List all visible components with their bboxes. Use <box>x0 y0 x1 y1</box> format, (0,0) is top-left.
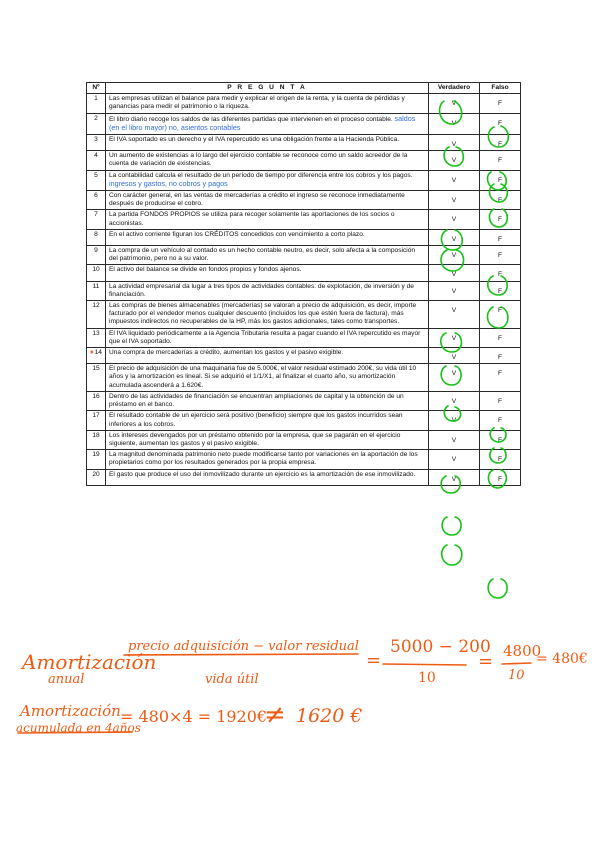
row-number: 2 <box>87 113 106 134</box>
false-option: F <box>480 191 521 210</box>
question-body: Un aumento de existencias a lo largo del ejercicio contable se reconoce como un saldo acreedor de la cuenta de variación de existencias. <box>109 152 408 168</box>
false-option: F <box>480 246 521 265</box>
row-number: 8 <box>87 229 106 245</box>
true-option: V <box>429 348 480 364</box>
header-question: P R E G U N T A <box>106 83 429 94</box>
row-number-text: 14 <box>94 349 102 357</box>
typed-correction-note: saldos (en el libro mayor) no, asientos contables <box>109 113 416 132</box>
row-number: 7 <box>87 210 106 229</box>
false-option: F <box>480 469 521 485</box>
true-option: V <box>429 265 480 281</box>
row-number: 13 <box>87 328 106 347</box>
row-number: 18 <box>87 430 106 449</box>
hw-acumulada: acumulada en 4años <box>16 721 141 735</box>
true-option: V <box>429 301 480 329</box>
true-option: V <box>429 191 480 210</box>
row-number: 12 <box>87 301 106 329</box>
row-number: 6 <box>87 191 106 210</box>
row-number: 20 <box>87 469 106 485</box>
hw-anual: anual <box>48 672 85 687</box>
true-option: V <box>429 391 480 410</box>
row-number: 10 <box>87 265 106 281</box>
true-option: V <box>429 210 480 229</box>
false-option: F <box>480 135 521 151</box>
true-option: V <box>429 430 480 449</box>
false-option: F <box>480 328 521 347</box>
question-body: La compra de un vehículo al contado es un hecho contable neutro, es decir, solo afecta a la composición del patrimonio, pero no a su valor. <box>109 247 416 263</box>
false-option: F <box>480 151 521 170</box>
false-option: F <box>480 281 521 300</box>
false-option: F <box>480 391 521 410</box>
question-body: Las compras de bienes almacenables (mercaderías) se valoran a precio de adquisición, es decir, importe facturado por el vendedor menos cualquier descuento (incluidos los que estén fuera de factura), más impuestos indirectos no recuperables de la HP, más los gastos adicionales, tales como transportes. <box>109 302 417 326</box>
false-option: F <box>480 113 521 134</box>
header-num: Nº <box>87 83 106 94</box>
true-option: V <box>429 246 480 265</box>
hw-num2: 5000 − 200 <box>390 637 491 657</box>
typed-correction-note: ingresos y gastos, no cobros y pagos <box>109 178 228 188</box>
hw-equals-2: = <box>478 651 494 672</box>
false-option: F <box>480 265 521 281</box>
row-number: 4 <box>87 151 106 170</box>
false-option: F <box>480 301 521 329</box>
header-true: Verdadero <box>429 83 480 94</box>
false-option: F <box>480 450 521 469</box>
hw-amortizacion-2: Amortización <box>20 702 121 720</box>
question-body: Las empresas utilizan el balance para medir y explicar el origen de la renta, y la cuenta de pérdidas y ganancias para medir el patrimonio o la riqueza. <box>109 95 405 111</box>
hw-den3: 10 <box>508 668 525 683</box>
hw-numerator: precio adquisición − valor residual <box>128 639 359 654</box>
fraction-bar-2 <box>383 664 466 665</box>
question-body: La partida FONDOS PROPIOS se utiliza para recoger solamente las aportaciones de los socios o accionistas. <box>109 211 395 227</box>
row-number: 11 <box>87 281 106 300</box>
fraction-bar-3 <box>502 663 531 664</box>
question-body: Una compra de mercaderías a crédito, aumentan los gastos y el pasivo exigible. <box>109 349 344 357</box>
header-false: Falso <box>480 83 521 94</box>
hw-result: = 480€ <box>536 651 588 667</box>
hw-not-equal: ≠ <box>264 700 286 730</box>
false-option: F <box>480 210 521 229</box>
true-option: V <box>429 328 480 347</box>
question-body: Los intereses devengados por un préstamo obtenido por la empresa, que se pagarán en el ejercicio siguiente, aumentan los gastos y el pasivo exigible. <box>109 431 401 447</box>
row-number: 3 <box>87 135 106 151</box>
row-number: 9 <box>87 246 106 265</box>
question-body: El precio de adquisición de una maquinaria fue de 5.000€, el valor residual estimado 200€, su vida útil 10 años y la amortización es lineal. Si se adquirió el 1/1/X1, al finalizar el cuarto año, su amortización acumulada ascenderá a 1.620€. <box>109 365 417 389</box>
true-option: V <box>429 281 480 300</box>
row-number: 19 <box>87 450 106 469</box>
true-option: V <box>429 364 480 392</box>
false-option: F <box>480 170 521 190</box>
question-body: El activo del balance se divide en fondos propios y fondos ajenos. <box>109 266 302 274</box>
question-body: El libro diario recoge los saldos de las diferentes partidas que intervienen en el proceso contable. <box>109 115 393 123</box>
true-option: V <box>429 450 480 469</box>
hw-equals-1: = <box>366 650 382 671</box>
flame-icon: ♦ <box>90 349 94 357</box>
false-option: F <box>480 364 521 392</box>
fraction-bar-1 <box>124 654 358 655</box>
row-number: 17 <box>87 411 106 430</box>
row-number: 5 <box>87 170 106 190</box>
true-option: V <box>429 135 480 151</box>
question-body: El resultado contable de un ejercicio será positivo (beneficio) siempre que los gastos incurridos sean inferiores a los cobros. <box>109 412 403 428</box>
hw-claimed: 1620 € <box>296 705 363 727</box>
false-option: F <box>480 430 521 449</box>
hw-amortizacion: Amortización <box>22 650 157 674</box>
hw-num3: 4800 <box>503 642 542 660</box>
false-option: F <box>480 411 521 430</box>
question-body: La actividad empresarial da lugar a tres tipos de actividades contables: de explotación, de inversión y de financiación. <box>109 282 414 298</box>
question-body: Dentro de las actividades de financiación se encuentran ampliaciones de capital y la obtención de un préstamo en el banco. <box>109 392 404 409</box>
true-option: V <box>429 94 480 113</box>
true-option: V <box>429 151 480 170</box>
hw-den2: 10 <box>418 670 436 686</box>
true-option: V <box>429 113 480 134</box>
question-body: La magnitud denominada patrimonio neto puede modificarse tanto por variaciones en la aportación de los propietarios como por los resultados generados por la propia empresa. <box>109 451 418 467</box>
false-option: F <box>480 229 521 245</box>
hw-calc: = 480×4 = 1920€ <box>120 707 268 726</box>
true-option: V <box>429 411 480 430</box>
row-number: 15 <box>87 364 106 392</box>
false-option: F <box>480 348 521 364</box>
true-option: V <box>429 229 480 245</box>
row-number: 16 <box>87 391 106 410</box>
true-option: V <box>429 469 480 485</box>
question-body: El IVA soportado es un derecho y el IVA repercutido es una obligación frente a la Hacienda Pública. <box>109 136 400 144</box>
question-body: El IVA liquidado periódicamente a la Agencia Tributaria resulta a pagar cuando el IVA repercutido es mayor que el IVA soportado. <box>109 329 421 345</box>
question-body: Con carácter general, en las ventas de mercaderías a crédito el ingreso se reconoce inmediatamente después de producirse el cobro. <box>109 192 405 208</box>
question-body: El gasto que produce el uso del inmovilizado durante un ejercicio es la amortización de ese inmovilizado. <box>109 470 416 478</box>
hw-denominator: vida útil <box>205 672 259 687</box>
question-body: La contabilidad calcula el resultado de un período de tiempo por diferencia entre los cobros y los pagos. <box>109 171 413 179</box>
true-option: V <box>429 170 480 190</box>
false-option: F <box>480 94 521 113</box>
question-body: En el activo corriente figuran los CRÉDITOS concedidos con vencimiento a corto plazo. <box>109 230 365 238</box>
row-number: 1 <box>87 94 106 113</box>
